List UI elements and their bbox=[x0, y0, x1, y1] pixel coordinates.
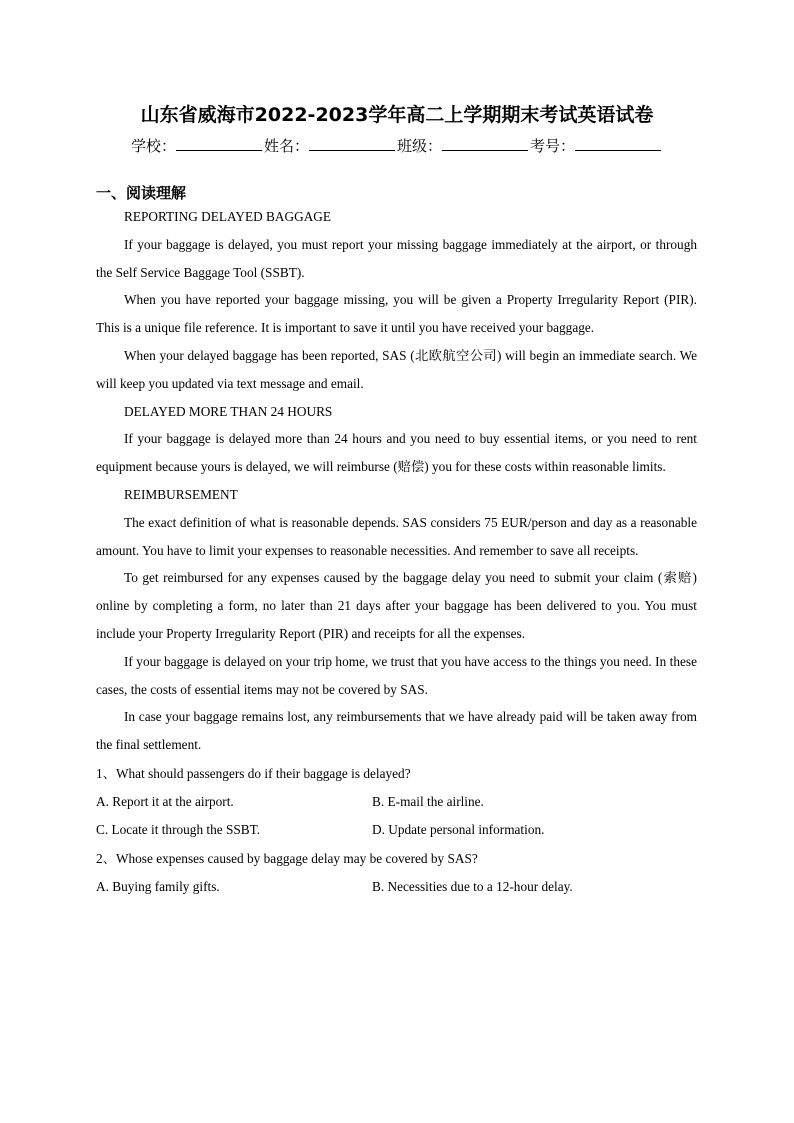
passage-paragraph-3: When your delayed baggage has been reported, SAS (北欧航空公司) will begin an immediate search. We will keep you updated via text message and email. bbox=[96, 347, 697, 391]
passage-heading-delayed: DELAYED MORE THAN 24 HOURS bbox=[124, 403, 333, 419]
passage-paragraph-6: To get reimbursed for any expenses caused by the baggage delay you need to submit your claim (索赔) online by completing a form, no later than 21 days after your baggage has been delivered to you. You must include your Property Irregularity Report (PIR) and receipts for all the expenses. bbox=[96, 570, 697, 641]
question-1-option-d[interactable]: D. Update personal information. bbox=[372, 821, 545, 837]
question-2-stem: 2、Whose expenses caused by baggage delay may be covered by SAS? bbox=[96, 850, 478, 866]
passage-heading-reporting: REPORTING DELAYED BAGGAGE bbox=[124, 209, 332, 224]
passage-paragraph-7: If your baggage is delayed on your trip home, we trust that you have access to the things you need. In these cases, the costs of essential items may not be covered by SAS. bbox=[96, 653, 697, 697]
section-heading: 一、阅读理解 bbox=[96, 184, 187, 202]
name-blank[interactable] bbox=[309, 135, 395, 151]
passage-paragraph-2: When you have reported your baggage missing, you will be given a Property Irregularity Report (PIR). This is a unique file reference. It is important to save it until you have received your baggage. bbox=[96, 292, 697, 336]
question-1-options-row-1 bbox=[96, 788, 697, 816]
number-blank[interactable] bbox=[575, 135, 661, 151]
reading-passage bbox=[96, 203, 697, 901]
passage-paragraph-1: If your baggage is delayed, you must report your missing baggage immediately at the airport, or through the Self Service Baggage Tool (SSBT). bbox=[96, 236, 697, 280]
question-2-options-row-1 bbox=[96, 873, 697, 901]
name-label: 姓名： bbox=[263, 137, 309, 155]
passage-paragraph-5: The exact definition of what is reasonable depends. SAS considers 75 EUR/person and day as a reasonable amount. You have to limit your expenses to reasonable necessities. And remember to save all receipts. bbox=[96, 514, 697, 558]
question-1-option-a[interactable]: A. Report it at the airport. bbox=[96, 793, 234, 809]
question-1-stem: 1、What should passengers do if their baggage is delayed? bbox=[96, 765, 411, 781]
passage-paragraph-4: If your baggage is delayed more than 24 hours and you need to buy essential items, or you need to rent equipment because yours is delayed, we will reimburse (赔偿) you for these costs within reasonable limits. bbox=[96, 431, 697, 475]
question-2-option-a[interactable]: A. Buying family gifts. bbox=[96, 878, 220, 894]
class-label: 班级： bbox=[397, 137, 443, 155]
passage-heading-reimbursement: REIMBURSEMENT bbox=[124, 486, 238, 502]
school-label: 学校： bbox=[130, 137, 176, 155]
question-1-options-row-2 bbox=[96, 816, 697, 844]
question-1-option-c[interactable]: C. Locate it through the SSBT. bbox=[96, 821, 261, 837]
number-label: 考号： bbox=[530, 137, 576, 155]
class-blank[interactable] bbox=[442, 135, 528, 151]
passage-paragraph-8: In case your baggage remains lost, any reimbursements that we have already paid will be taken away from the final settlement. bbox=[96, 709, 697, 753]
school-blank[interactable] bbox=[176, 135, 262, 151]
exam-title: 山东省威海市2022-2023学年高二上学期期末考试英语试卷 bbox=[140, 104, 654, 126]
student-info-line bbox=[0, 135, 794, 157]
question-1-option-b[interactable]: B. E-mail the airline. bbox=[372, 793, 484, 809]
question-2-option-b[interactable]: B. Necessities due to a 12-hour delay. bbox=[372, 878, 573, 894]
